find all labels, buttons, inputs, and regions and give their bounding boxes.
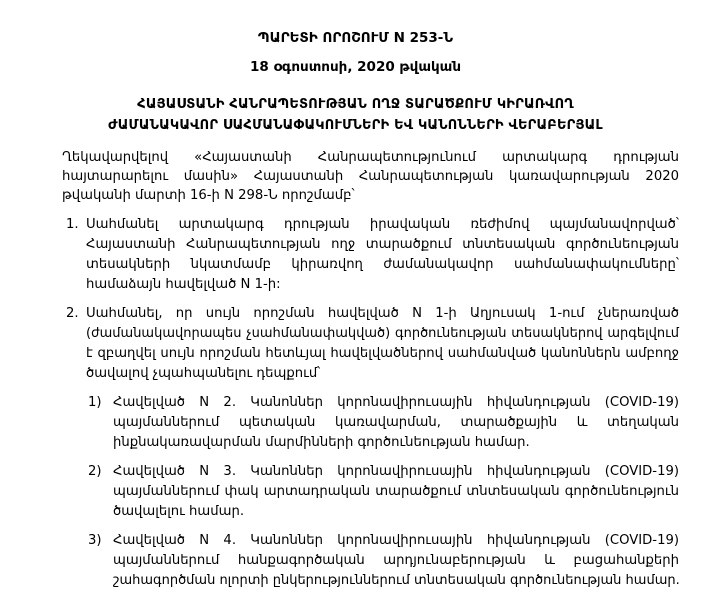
subitem-line: պայմաններում պետական կառավարման, տարածքային և տեղական bbox=[113, 415, 679, 430]
preamble-line: թվականի մարտի 16-ի N 298-Ն որոշմամբ՝ bbox=[62, 188, 355, 203]
item-line: Սահմանել, որ սույն որոշման հավելված N 1-ի Աղյուսակ 1-ում չներառված bbox=[86, 306, 679, 321]
subitem-line: շահագործման ոլորտի ընկերություններում տնտեսական գործունեության համար. bbox=[113, 573, 680, 588]
subitem-line: ինքնակառավարման մարմինների գործունեության համար. bbox=[113, 435, 530, 450]
subitem-line: Հավելված N 4. Կանոններ կորոնավիրուսային հիվանդության (COVID-19) bbox=[113, 533, 679, 548]
subitem-line: Հավելված N 3. Կանոններ կորոնավիրուսային հիվանդության (COVID-19) bbox=[113, 464, 679, 479]
subitem-line: ծավալելու համար. bbox=[113, 504, 245, 519]
item-line: Հայաստանի Հանրապետության ողջ տարածքում տնտեսական գործունեության bbox=[86, 237, 679, 252]
subitem-number: 1) bbox=[88, 395, 102, 410]
title-line-2: ԺԱՄԱՆԱԿԱՎՈՐ ՍԱՀՄԱՆԱՓԱԿՈՒՄՆԵՐԻ ԵՎ ԿԱՆՈՆՆԵՐԻ ՎԵՐԱԲԵՐՅԱԼ bbox=[108, 118, 603, 133]
item-line: տեսակների նկատմամբ կիրառվող ժամանակավոր սահմանափակումները՝ bbox=[86, 257, 679, 272]
decision-date: 18 օգոստոսի, 2020 թվական bbox=[249, 59, 462, 75]
subitem-line: պայմաններում փակ արտադրական տարածքում տնտեսական գործունեություն bbox=[113, 484, 679, 499]
preamble-line: հայտարարելու մասին» Հայաստանի Հանրապետության կառավարության 2020 bbox=[62, 169, 679, 184]
item-line: (ժամանակավորապես չսահմանափակված) գործունեության տեսակներով արգելվում bbox=[86, 326, 679, 341]
item-line: է զբաղվել սույն որոշման հետևյալ հավելվածներով սահմանված կանոններն ամբողջ bbox=[86, 346, 679, 361]
item-line: ծավալով չպահպանելու դեպքում՝ bbox=[86, 366, 321, 381]
item-number: 1. bbox=[66, 217, 79, 232]
item-line: համաձայն հավելված N 1-ի: bbox=[86, 277, 281, 292]
subitem-line: պայմաններում հանքագործական արդյունաբերության և բացահանքերի bbox=[113, 553, 679, 568]
preamble-line: Ղեկավարվելով «Հայաստանի Հանրապետությունում արտակարգ դրության bbox=[62, 150, 679, 165]
subitem-number: 3) bbox=[88, 533, 102, 548]
item-number: 2. bbox=[66, 306, 79, 321]
item-line: Սահմանել արտակարգ դրության իրավական ռեժիմով պայմանավորված՝ bbox=[86, 217, 679, 232]
subitem-line: Հավելված N 2. Կանոններ կորոնավիրուսային հիվանդության (COVID-19) bbox=[113, 395, 679, 410]
title-line-1: ՀԱՅԱՍՏԱՆԻ ՀԱՆՐԱՊԵՏՈՒԹՅԱՆ ՈՂՋ ՏԱՐԱԾՔՈՒՄ ԿԻՐԱՌՎՈՂ bbox=[137, 97, 574, 112]
decision-number: ՊԱՐԵՏԻ ՈՐՈՇՈՒՄ N 253-Ն bbox=[257, 30, 454, 46]
subitem-number: 2) bbox=[88, 464, 102, 479]
